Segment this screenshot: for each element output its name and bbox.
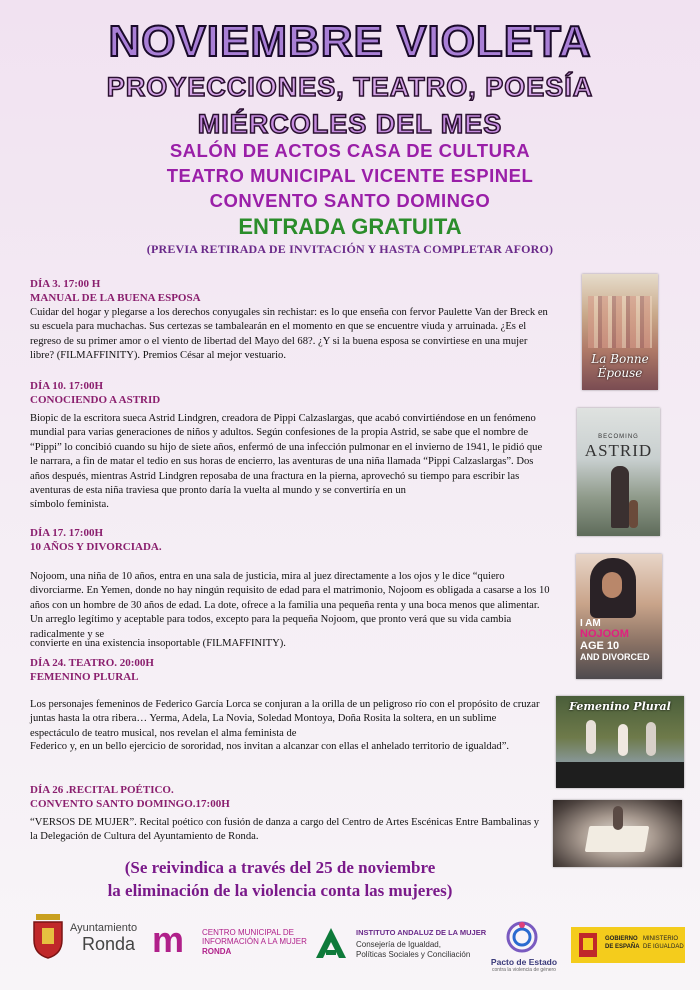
logo-gob-text-1: GOBIERNO [605, 936, 638, 942]
event-2-date: DÍA 10. 17:00H [30, 380, 104, 392]
logo-cmim-text-1: CENTRO MUNICIPAL DE [202, 928, 295, 937]
poster-la-bonne-epouse [582, 274, 658, 390]
event-4-description-end: Federico y, en un bello ejercicio de sororidad, nos invitan a alcanzar con ellas el anhelado territorio de igualdad”. [30, 741, 510, 752]
poster-text-4: AND DIVORCED [580, 652, 650, 662]
closing-statement [0, 856, 560, 902]
poster-title: ASTRID [584, 441, 653, 460]
event-4-date: DÍA 24. TEATRO. 20:00H [30, 657, 154, 669]
event-4-title: FEMENINO PLURAL [30, 671, 139, 683]
event-1-title: MANUAL DE LA BUENA ESPOSA [30, 292, 201, 304]
poster-text-3: AGE 10 [580, 640, 620, 652]
event-5-title: CONVENTO SANTO DOMINGO.17:00H [30, 798, 230, 810]
event-1-date: DÍA 3. 17:00 H [30, 278, 101, 290]
logo-cmim-text-2: INFORMACIÓN A LA MUJER [202, 937, 307, 946]
logo-ayto-text-2: Ronda [82, 934, 136, 954]
logo-gob-text-3: MINISTERIO [643, 936, 679, 942]
event-2-title: CONOCIENDO A ASTRID [30, 394, 161, 406]
event-2-description: Biopic de la escritora sueca Astrid Lindgren, creadora de Pippi Calzaslargas, que acabó convirtiéndose en un fenómeno mundial para varias generaciones de niños y adultos. Según confesiones de la propia Astrid, se sabe que el nombre de “Pippi” lo concibió cuando su hijo de siete años, enfermó de una infección pulmonar en el invierno de 1941, le pidió que le narrara, a fin de matar el tedio en sus horas de encierro, las aventuras de una niña llamada “Pippi Calzaslargas”. Dos años después, mientras Astrid Lindgren reposaba de una fractura en la pierna, aprovechó su tiempo para escribir las aventuras de esta niña traviesa que pronto daría la vuelta al mundo y se convertiría en un [30, 413, 543, 497]
venue-1: SALÓN DE ACTOS CASA DE CULTURA [169, 140, 531, 161]
cmim-m-icon: m [152, 919, 185, 960]
junta-andalucia-icon [312, 926, 350, 960]
logo-gob-text-2: DE ESPAÑA [605, 944, 640, 950]
page-title: NOVIEMBRE VIOLETA [108, 17, 592, 66]
poster-becoming-astrid [577, 408, 660, 536]
ronda-coat-of-arms-icon [30, 912, 66, 960]
venue-3: CONVENTO SANTO DOMINGO [209, 190, 491, 211]
closing-line-2: la eliminación de la violencia conta las mujeres) [107, 881, 453, 900]
event-3-description-end: convierte en una existencia insoportable (FILMAFFINITY). [30, 638, 286, 649]
poster-title: Femenino Plural [569, 700, 671, 713]
event-5-date: DÍA 26 .RECITAL POÉTICO. [30, 784, 174, 796]
poster-text-2: NOJOOM [580, 628, 629, 640]
venue-2: TEATRO MUNICIPAL VICENTE ESPINEL [166, 165, 534, 186]
pacto-circles-icon [502, 920, 542, 954]
poster-versos-de-mujer [553, 800, 682, 867]
poster-top-text: BECOMING [598, 434, 639, 440]
page-subtitle: PROYECCIONES, TEATRO, POESÍA [106, 72, 594, 102]
event-3-description: Nojoom, una niña de 10 años, entra en una sala de justicia, mira al juez directamente a los ojos y le dice “quiero divorciarme. En Yemen, donde no hay ningún requisito de edad para el matrimonio, Nojoom es obligada a casarse a los 10 años con un hombre de 30 años de edad. La dote, ofrece a la familia una pequeña renta y una boca menos que alimentar. Un arreglo legítimo y aceptable para todos, excepto para la pequeña Nojoom, que pronto verá que su vida cambia radicalmente y se [30, 571, 550, 640]
free-entry-label: ENTRADA GRATUITA [238, 214, 462, 239]
logo-gobierno-espana [571, 927, 685, 963]
page-subtitle-2: MIÉRCOLES DEL MES [197, 109, 503, 139]
logo-pacto-text-1: Pacto de Estado [490, 957, 558, 967]
poster-i-am-nojoom [576, 554, 662, 679]
event-5-description: “VERSOS DE MUJER”. Recital poético con fusión de danza a cargo del Centro de Artes Escénicas Entre Bambalinas y la Delegación de Cultura del Ayuntamiento de Ronda. [30, 817, 540, 843]
event-3-date: DÍA 17. 17:00H [30, 527, 104, 539]
logo-iam-text-3: Políticas Sociales y Conciliación [356, 950, 471, 959]
poster-text-1: I AM [580, 618, 601, 629]
event-4-description: Los personajes femeninos de Federico García Lorca se conjuran a la orilla de un peligroso río con el propósito de cruzar juntas hasta la otra ribera… Yerma, Adela, La Novia, Soledad Montoya, Doña Rosita la soltera, en un sublime espectáculo de teatro musical, nos revelan el alma feminista de [30, 699, 540, 739]
logo-gob-text-4: DE IGUALDAD [643, 944, 684, 950]
logo-pacto-text-2: contra la violencia de género [492, 967, 556, 973]
invitation-note: (PREVIA RETIRADA DE INVITACIÓN Y HASTA COMPLETAR AFORO) [146, 242, 554, 256]
logo-iam-text-1: INSTITUTO ANDALUZ DE LA MUJER [356, 928, 487, 937]
closing-line-1: (Se reivindica a través del 25 de noviembre [124, 858, 436, 877]
logo-ayto-text-1: Ayuntamiento [70, 922, 138, 934]
spain-coat-of-arms-icon [574, 929, 602, 961]
logo-iam-text-2: Consejería de Igualdad, [356, 940, 441, 949]
poster-femenino-plural [556, 696, 684, 788]
poster-title: La Bonne Épouse [591, 352, 649, 380]
logo-cmim-text-3: RONDA [202, 947, 232, 956]
event-2-description-end: símbolo feminista. [30, 499, 109, 510]
event-3-title: 10 AÑOS Y DIVORCIADA. [30, 541, 162, 553]
event-1-description: Cuidar del hogar y plegarse a los derechos conyugales sin rechistar: es lo que enseña con fervor Paulette Van der Breck en su escuela para muchachas. Sus certezas se tambalearán en el momento en que se encuentre viuda y arruinada. ¿Es el regreso de su primer amor o el viento de libertad del Mayo del 68?. ¿Y si la buena esposa se convirtiese en una mujer libre? (FILMAFFINITY). Premios César al mejor vestuario. [30, 307, 548, 362]
